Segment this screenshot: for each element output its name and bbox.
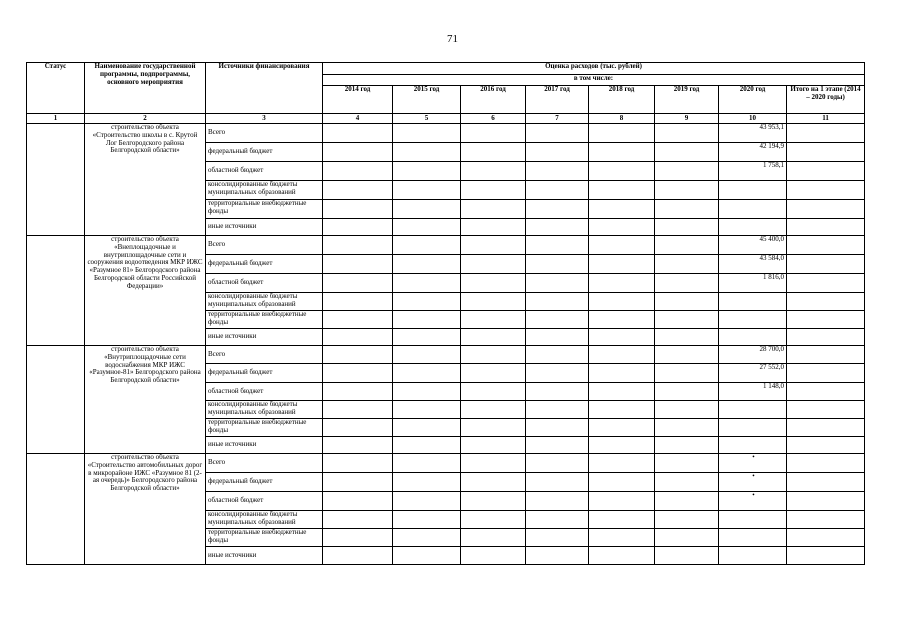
value-cell bbox=[526, 419, 589, 437]
funding-source-cell: иные источники bbox=[206, 219, 323, 236]
value-cell bbox=[589, 311, 655, 329]
total-cell bbox=[787, 162, 865, 181]
table-row bbox=[27, 236, 865, 255]
value-cell bbox=[526, 346, 589, 364]
funding-source-cell: консолидированные бюджеты муниципальных образований bbox=[206, 401, 323, 419]
value-cell bbox=[655, 473, 719, 492]
value-cell bbox=[393, 346, 461, 364]
value-cell bbox=[526, 293, 589, 311]
value-cell bbox=[323, 274, 393, 293]
value-cell bbox=[461, 383, 526, 401]
funding-source-cell: федеральный бюджет bbox=[206, 143, 323, 162]
value-cell bbox=[461, 547, 526, 565]
value-2020-cell bbox=[719, 437, 787, 454]
value-cell bbox=[526, 274, 589, 293]
value-cell bbox=[323, 547, 393, 565]
value-cell bbox=[655, 346, 719, 364]
value-2020-cell: 1 816,0 bbox=[719, 274, 787, 293]
total-cell bbox=[787, 529, 865, 547]
value-cell bbox=[655, 419, 719, 437]
value-cell bbox=[461, 181, 526, 200]
program-name-cell: строительство объекта «Строительство автомобильных дорог в микрорайоне ИЖС «Разумное 81 (2-ая очередь)» Белгородского района Белгородской области» bbox=[85, 454, 206, 565]
program-name-cell: строительство объекта «Строительство школы в с. Крутой Лог Белгородского района Белгородской области» bbox=[85, 124, 206, 236]
value-cell bbox=[393, 143, 461, 162]
value-cell bbox=[461, 364, 526, 383]
funding-source-cell: консолидированные бюджеты муниципальных образований bbox=[206, 511, 323, 529]
value-cell bbox=[323, 181, 393, 200]
value-2020-cell: 43 584,0 bbox=[719, 255, 787, 274]
value-cell bbox=[393, 162, 461, 181]
value-cell bbox=[461, 346, 526, 364]
value-cell bbox=[461, 274, 526, 293]
value-cell bbox=[393, 311, 461, 329]
funding-source-cell: иные источники bbox=[206, 329, 323, 346]
total-cell bbox=[787, 293, 865, 311]
funding-source-cell: федеральный бюджет bbox=[206, 255, 323, 274]
status-cell bbox=[27, 236, 85, 346]
value-cell bbox=[655, 255, 719, 274]
header-year: 2017 год bbox=[526, 86, 589, 114]
value-2020-cell: 27 552,0 bbox=[719, 364, 787, 383]
value-cell bbox=[589, 364, 655, 383]
value-cell bbox=[323, 529, 393, 547]
value-cell bbox=[323, 473, 393, 492]
value-cell bbox=[526, 124, 589, 143]
value-cell bbox=[461, 419, 526, 437]
value-cell bbox=[393, 181, 461, 200]
total-cell bbox=[787, 364, 865, 383]
funding-source-cell: Всего bbox=[206, 236, 323, 255]
value-cell bbox=[655, 181, 719, 200]
value-cell bbox=[393, 419, 461, 437]
column-number: 4 bbox=[323, 114, 393, 124]
value-cell bbox=[526, 492, 589, 511]
value-cell bbox=[461, 329, 526, 346]
funding-source-cell: консолидированные бюджеты муниципальных образований bbox=[206, 293, 323, 311]
value-cell bbox=[461, 511, 526, 529]
value-cell bbox=[655, 274, 719, 293]
table-body bbox=[27, 124, 865, 565]
value-cell bbox=[526, 529, 589, 547]
value-cell bbox=[589, 143, 655, 162]
value-cell bbox=[393, 236, 461, 255]
total-cell bbox=[787, 329, 865, 346]
value-cell bbox=[526, 200, 589, 219]
value-cell bbox=[323, 162, 393, 181]
value-cell bbox=[323, 401, 393, 419]
value-cell bbox=[323, 329, 393, 346]
total-cell bbox=[787, 383, 865, 401]
table-row bbox=[27, 346, 865, 364]
value-cell bbox=[655, 547, 719, 565]
value-2020-cell: • bbox=[719, 492, 787, 511]
total-cell bbox=[787, 437, 865, 454]
value-cell bbox=[655, 529, 719, 547]
value-cell bbox=[526, 219, 589, 236]
value-cell bbox=[655, 219, 719, 236]
column-number: 11 bbox=[787, 114, 865, 124]
total-cell bbox=[787, 255, 865, 274]
value-2020-cell bbox=[719, 200, 787, 219]
total-cell bbox=[787, 419, 865, 437]
value-cell bbox=[655, 143, 719, 162]
value-cell bbox=[526, 364, 589, 383]
value-cell bbox=[589, 401, 655, 419]
header-status: Статус bbox=[27, 63, 85, 114]
value-cell bbox=[655, 454, 719, 473]
header-year: 2020 год bbox=[719, 86, 787, 114]
value-cell bbox=[323, 437, 393, 454]
header-total: Итого на 1 этапе (2014 – 2020 годы) bbox=[787, 86, 865, 114]
value-2020-cell bbox=[719, 219, 787, 236]
value-cell bbox=[461, 124, 526, 143]
column-number: 8 bbox=[589, 114, 655, 124]
value-cell bbox=[526, 311, 589, 329]
value-cell bbox=[323, 143, 393, 162]
value-cell bbox=[589, 181, 655, 200]
value-cell bbox=[393, 274, 461, 293]
value-2020-cell: 45 400,0 bbox=[719, 236, 787, 255]
value-2020-cell bbox=[719, 311, 787, 329]
header-year: 2015 год bbox=[393, 86, 461, 114]
value-cell bbox=[461, 200, 526, 219]
header-year: 2014 год bbox=[323, 86, 393, 114]
value-cell bbox=[589, 255, 655, 274]
value-cell bbox=[526, 401, 589, 419]
value-cell bbox=[393, 200, 461, 219]
value-cell bbox=[589, 473, 655, 492]
column-number: 1 bbox=[27, 114, 85, 124]
value-cell bbox=[323, 346, 393, 364]
column-number: 10 bbox=[719, 114, 787, 124]
value-cell bbox=[461, 162, 526, 181]
value-cell bbox=[393, 383, 461, 401]
value-cell bbox=[589, 454, 655, 473]
value-cell bbox=[655, 200, 719, 219]
value-cell bbox=[526, 473, 589, 492]
value-cell bbox=[655, 383, 719, 401]
funding-source-cell: территориальные внебюджетные фонды bbox=[206, 200, 323, 219]
value-cell bbox=[655, 511, 719, 529]
value-cell bbox=[526, 547, 589, 565]
total-cell bbox=[787, 181, 865, 200]
total-cell bbox=[787, 200, 865, 219]
total-cell bbox=[787, 311, 865, 329]
value-cell bbox=[589, 200, 655, 219]
page-number: 71 bbox=[447, 33, 458, 45]
total-cell bbox=[787, 492, 865, 511]
value-cell bbox=[655, 364, 719, 383]
value-cell bbox=[655, 236, 719, 255]
value-cell bbox=[461, 529, 526, 547]
value-cell bbox=[589, 293, 655, 311]
value-cell bbox=[323, 419, 393, 437]
value-cell bbox=[589, 124, 655, 143]
value-cell bbox=[589, 547, 655, 565]
value-2020-cell: • bbox=[719, 454, 787, 473]
program-name-cell: строительство объекта «Внутриплощадочные сети водоснабжения МКР ИЖС «Разумное-81» Белгородского района Белгородской области» bbox=[85, 346, 206, 454]
header-year: 2018 год bbox=[589, 86, 655, 114]
value-2020-cell bbox=[719, 181, 787, 200]
column-number: 6 bbox=[461, 114, 526, 124]
total-cell bbox=[787, 124, 865, 143]
value-cell bbox=[589, 511, 655, 529]
total-cell bbox=[787, 454, 865, 473]
funding-source-cell: иные источники bbox=[206, 437, 323, 454]
funding-source-cell: областной бюджет bbox=[206, 492, 323, 511]
value-cell bbox=[393, 219, 461, 236]
header-including: в том числе: bbox=[323, 75, 865, 86]
funding-source-cell: областной бюджет bbox=[206, 383, 323, 401]
value-cell bbox=[393, 124, 461, 143]
program-name-cell: строительство объекта «Внеплощадочные и внутриплощадочные сети и сооружения водоотведения МКР ИЖС «Разумное 81» Белгородского района Белгородской области Российской Федерации» bbox=[85, 236, 206, 346]
funding-source-cell: Всего bbox=[206, 454, 323, 473]
column-numbers-row bbox=[27, 114, 865, 124]
value-cell bbox=[323, 293, 393, 311]
value-cell bbox=[323, 124, 393, 143]
value-cell bbox=[589, 162, 655, 181]
total-cell bbox=[787, 511, 865, 529]
value-cell bbox=[655, 124, 719, 143]
column-number: 2 bbox=[85, 114, 206, 124]
value-cell bbox=[655, 437, 719, 454]
table-row bbox=[27, 454, 865, 473]
funding-source-cell: территориальные внебюджетные фонды bbox=[206, 311, 323, 329]
value-cell bbox=[461, 437, 526, 454]
value-cell bbox=[323, 383, 393, 401]
value-cell bbox=[526, 329, 589, 346]
value-2020-cell: 1 148,0 bbox=[719, 383, 787, 401]
value-2020-cell bbox=[719, 293, 787, 311]
column-number: 9 bbox=[655, 114, 719, 124]
value-cell bbox=[393, 364, 461, 383]
value-cell bbox=[589, 529, 655, 547]
column-number: 3 bbox=[206, 114, 323, 124]
value-cell bbox=[461, 454, 526, 473]
value-cell bbox=[655, 293, 719, 311]
value-cell bbox=[323, 219, 393, 236]
value-cell bbox=[589, 383, 655, 401]
total-cell bbox=[787, 346, 865, 364]
value-cell bbox=[589, 219, 655, 236]
value-cell bbox=[526, 511, 589, 529]
total-cell bbox=[787, 219, 865, 236]
value-cell bbox=[461, 219, 526, 236]
value-cell bbox=[526, 236, 589, 255]
value-2020-cell bbox=[719, 401, 787, 419]
value-cell bbox=[526, 255, 589, 274]
value-cell bbox=[526, 437, 589, 454]
value-cell bbox=[461, 236, 526, 255]
value-cell bbox=[655, 162, 719, 181]
value-cell bbox=[655, 329, 719, 346]
value-cell bbox=[323, 236, 393, 255]
value-cell bbox=[655, 401, 719, 419]
value-2020-cell bbox=[719, 419, 787, 437]
value-cell bbox=[323, 511, 393, 529]
value-cell bbox=[393, 454, 461, 473]
table-row bbox=[27, 124, 865, 143]
value-cell bbox=[323, 454, 393, 473]
value-2020-cell bbox=[719, 511, 787, 529]
value-cell bbox=[589, 236, 655, 255]
value-cell bbox=[393, 473, 461, 492]
value-cell bbox=[655, 492, 719, 511]
value-2020-cell: 43 953,1 bbox=[719, 124, 787, 143]
value-cell bbox=[526, 383, 589, 401]
column-number: 5 bbox=[393, 114, 461, 124]
value-cell bbox=[526, 143, 589, 162]
funding-source-cell: Всего bbox=[206, 124, 323, 143]
value-cell bbox=[323, 364, 393, 383]
status-cell bbox=[27, 124, 85, 236]
value-cell bbox=[461, 473, 526, 492]
financing-table bbox=[26, 62, 865, 565]
value-2020-cell: 1 758,1 bbox=[719, 162, 787, 181]
value-cell bbox=[393, 511, 461, 529]
header-program-name: Наименование государственной программы, подпрограммы, основного мероприятия bbox=[85, 63, 206, 114]
value-cell bbox=[526, 454, 589, 473]
value-2020-cell bbox=[719, 547, 787, 565]
status-cell bbox=[27, 454, 85, 565]
header-estimate: Оценка расходов (тыс. рублей) bbox=[323, 63, 865, 75]
total-cell bbox=[787, 547, 865, 565]
value-cell bbox=[393, 492, 461, 511]
value-cell bbox=[526, 162, 589, 181]
value-cell bbox=[589, 492, 655, 511]
header-year: 2016 год bbox=[461, 86, 526, 114]
funding-source-cell: Всего bbox=[206, 346, 323, 364]
value-cell bbox=[393, 547, 461, 565]
value-cell bbox=[589, 274, 655, 293]
funding-source-cell: территориальные внебюджетные фонды bbox=[206, 529, 323, 547]
total-cell bbox=[787, 236, 865, 255]
funding-source-cell: областной бюджет bbox=[206, 274, 323, 293]
value-cell bbox=[589, 329, 655, 346]
value-cell bbox=[393, 255, 461, 274]
header-year: 2019 год bbox=[655, 86, 719, 114]
table-header bbox=[27, 63, 865, 124]
total-cell bbox=[787, 401, 865, 419]
total-cell bbox=[787, 473, 865, 492]
value-cell bbox=[461, 143, 526, 162]
value-cell bbox=[393, 529, 461, 547]
value-cell bbox=[393, 329, 461, 346]
value-cell bbox=[461, 293, 526, 311]
value-cell bbox=[323, 311, 393, 329]
value-cell bbox=[323, 255, 393, 274]
value-cell bbox=[461, 311, 526, 329]
funding-source-cell: консолидированные бюджеты муниципальных образований bbox=[206, 181, 323, 200]
value-cell bbox=[461, 401, 526, 419]
value-cell bbox=[461, 492, 526, 511]
value-2020-cell bbox=[719, 529, 787, 547]
funding-source-cell: областной бюджет bbox=[206, 162, 323, 181]
value-2020-cell: 42 194,9 bbox=[719, 143, 787, 162]
header-funding-sources: Источники финансирования bbox=[206, 63, 323, 114]
value-cell bbox=[589, 437, 655, 454]
value-2020-cell bbox=[719, 329, 787, 346]
value-cell bbox=[526, 181, 589, 200]
funding-source-cell: иные источники bbox=[206, 547, 323, 565]
value-cell bbox=[393, 401, 461, 419]
value-cell bbox=[323, 200, 393, 219]
value-cell bbox=[393, 437, 461, 454]
value-2020-cell: • bbox=[719, 473, 787, 492]
value-cell bbox=[655, 311, 719, 329]
funding-source-cell: федеральный бюджет bbox=[206, 364, 323, 383]
funding-source-cell: федеральный бюджет bbox=[206, 473, 323, 492]
funding-source-cell: территориальные внебюджетные фонды bbox=[206, 419, 323, 437]
column-number: 7 bbox=[526, 114, 589, 124]
value-2020-cell: 28 700,0 bbox=[719, 346, 787, 364]
value-cell bbox=[323, 492, 393, 511]
total-cell bbox=[787, 143, 865, 162]
value-cell bbox=[589, 346, 655, 364]
status-cell bbox=[27, 346, 85, 454]
value-cell bbox=[589, 419, 655, 437]
value-cell bbox=[461, 255, 526, 274]
total-cell bbox=[787, 274, 865, 293]
value-cell bbox=[393, 293, 461, 311]
